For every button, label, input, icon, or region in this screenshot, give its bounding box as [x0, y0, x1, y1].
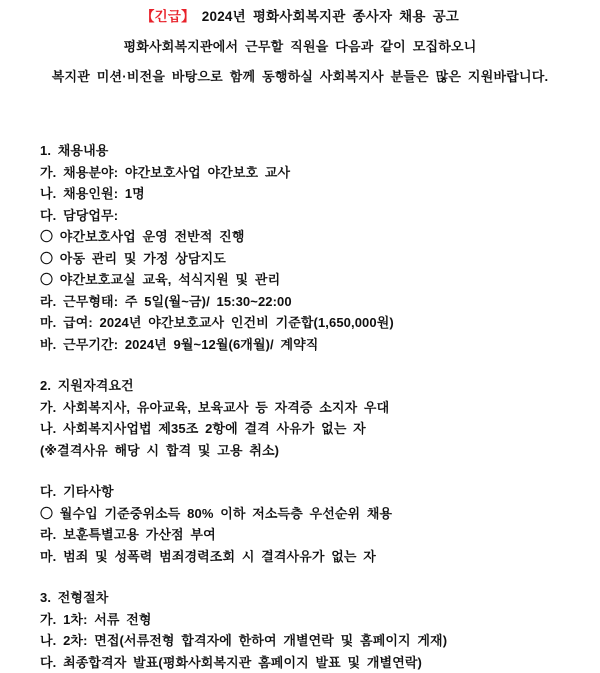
section-heading: 1. 채용내용: [40, 140, 580, 162]
doc-line: 가. 채용분야: 야간보호사업 야간보호 교사: [40, 162, 580, 184]
section-heading: 3. 전형절차: [40, 587, 580, 609]
doc-line: (※결격사유 해당 시 합격 및 고용 취소): [40, 440, 580, 462]
section-heading: 2. 지원자격요건: [40, 375, 580, 397]
doc-line: 가. 사회복지사, 유아교육, 보육교사 등 자격증 소지자 우대: [40, 397, 580, 419]
doc-line: 라. 보훈특별고용 가산점 부여: [40, 524, 580, 546]
doc-line: 〇 야간보호교실 교육, 석식지원 및 관리: [40, 269, 580, 291]
urgent-badge: 【긴급】: [141, 9, 195, 24]
doc-line: 마. 범죄 및 성폭력 범죄경력조회 시 결격사유가 없는 자: [40, 546, 580, 568]
doc-line: 다. 최종합격자 발표(평화사회복지관 홈페이지 발표 및 개별연락): [40, 652, 580, 673]
doc-line: 가. 1차: 서류 전형: [40, 609, 580, 631]
document-title: [0, 0, 600, 25]
doc-line: 마. 급여: 2024년 야간보호교사 인건비 기준합(1,650,000원): [40, 312, 580, 334]
section-qualifications: [40, 375, 580, 461]
doc-line: 다. 담당업무:: [40, 205, 580, 227]
doc-line: 〇 월수입 기준중위소득 80% 이하 저소득층 우선순위 채용: [40, 503, 580, 525]
doc-line: 나. 채용인원: 1명: [40, 183, 580, 205]
doc-line: 〇 아동 관리 및 가정 상담지도: [40, 248, 580, 270]
doc-line: 라. 근무형태: 주 5일(월~금)/ 15:30~22:00: [40, 291, 580, 313]
intro-line: 평화사회복지관에서 근무할 직원을 다음과 같이 모집하오니: [0, 39, 600, 55]
section-recruitment-details: [40, 140, 580, 355]
doc-line: 〇 야간보호사업 운영 전반적 진행: [40, 226, 580, 248]
section-selection-process: [40, 587, 580, 673]
document-title-text: 2024년 평화사회복지관 종사자 채용 공고: [202, 9, 459, 24]
intro-line: 복지관 미션·비전을 바탕으로 함께 동행하실 사회복지사 분들은 많은 지원바랍니다.: [0, 69, 600, 85]
doc-line: 나. 2차: 면접(서류전형 합격자에 한하여 개별연락 및 홈페이지 게재): [40, 630, 580, 652]
section-heading: 다. 기타사항: [40, 481, 580, 503]
section-other-notes: [40, 481, 580, 567]
doc-line: 바. 근무기간: 2024년 9월~12월(6개월)/ 계약직: [40, 334, 580, 356]
doc-line: 나. 사회복지사업법 제35조 2항에 결격 사유가 없는 자: [40, 418, 580, 440]
document-body: [0, 140, 600, 673]
document-header: [0, 0, 600, 85]
